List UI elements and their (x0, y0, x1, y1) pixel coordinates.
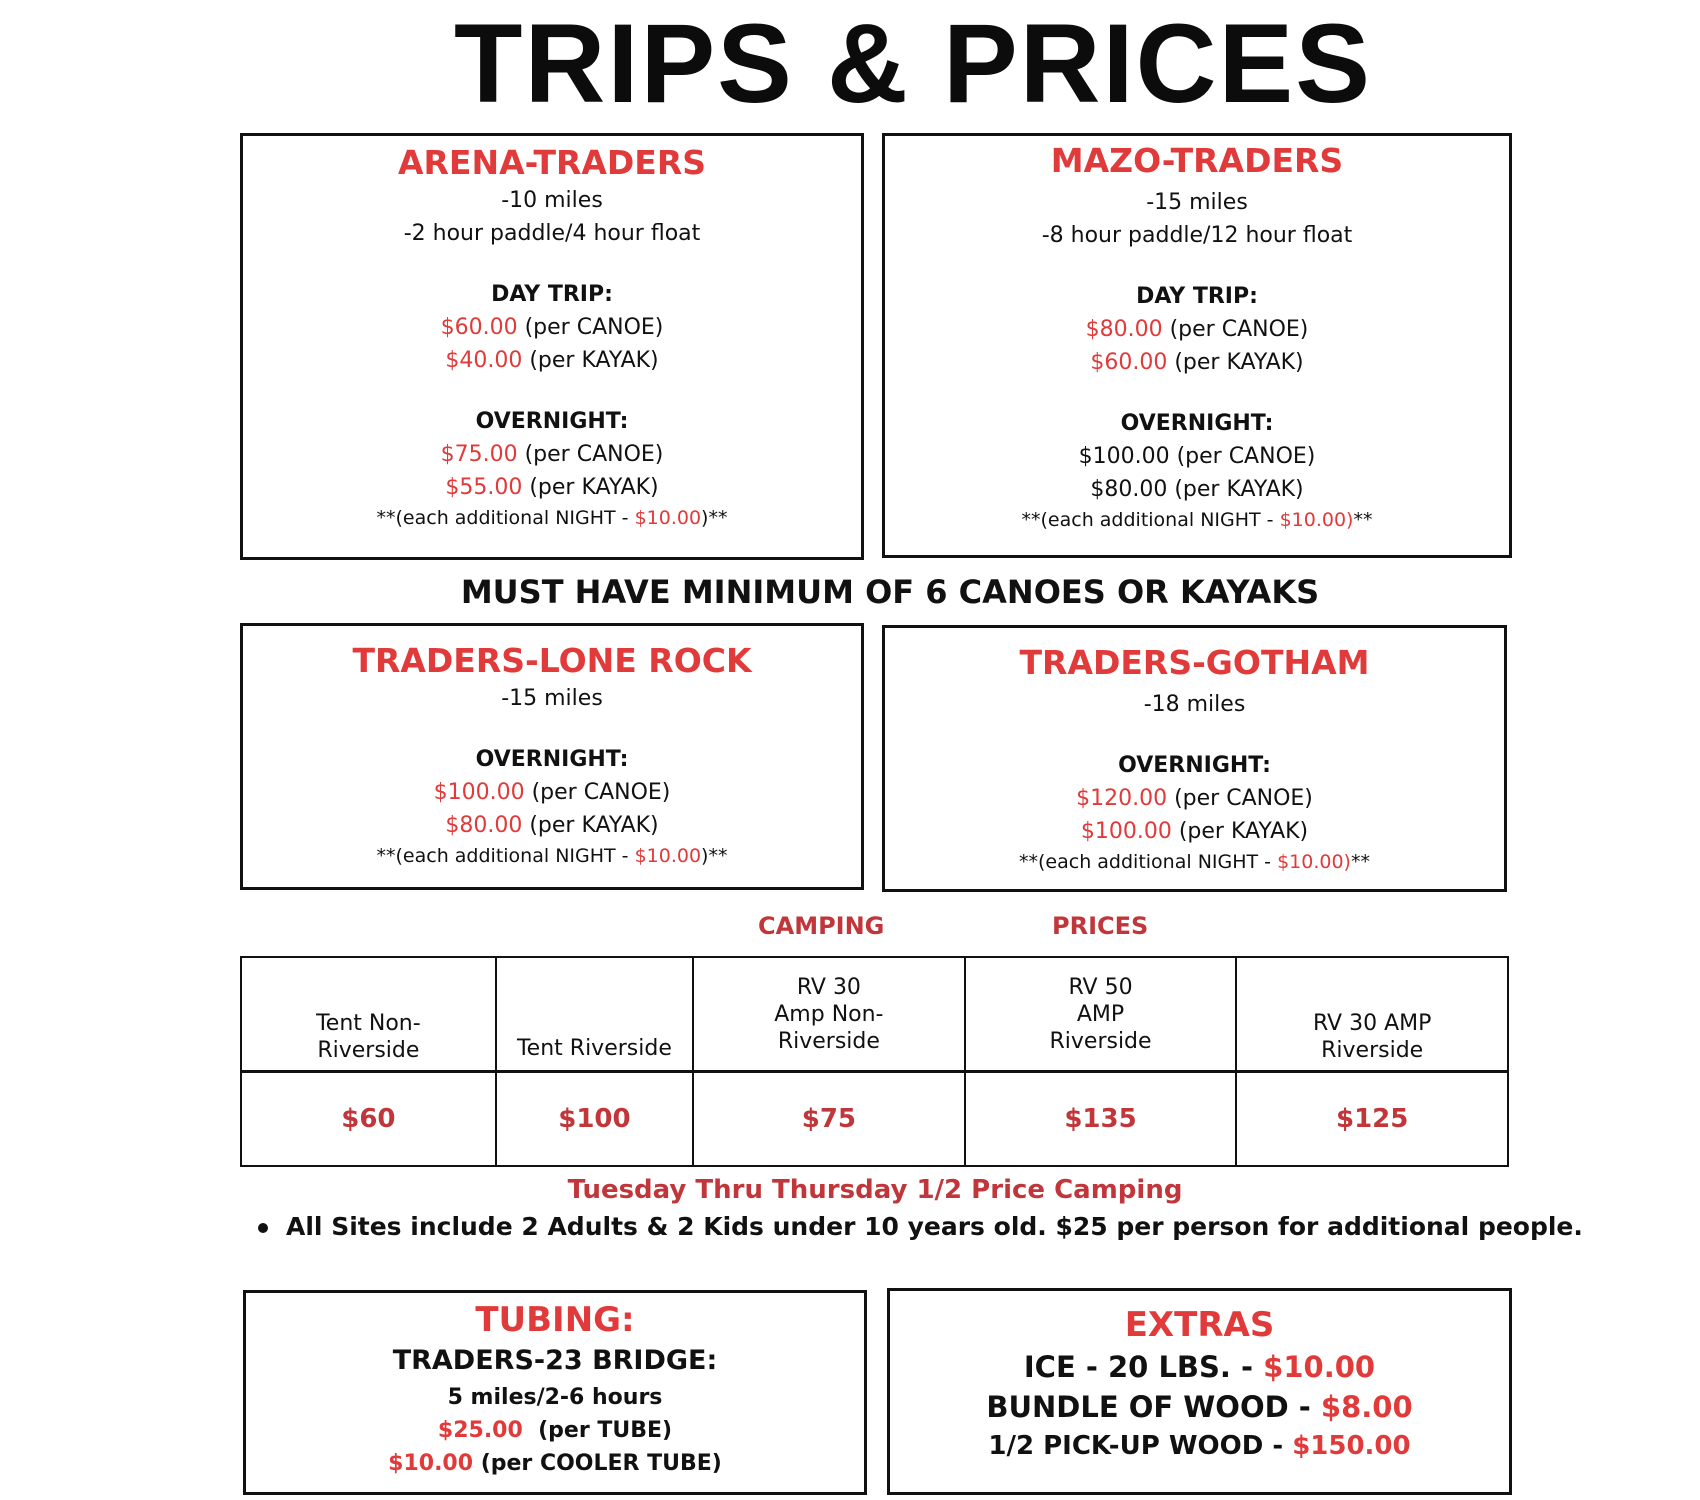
overnight-kayak-row: $80.00 (per KAYAK) (1090, 477, 1304, 502)
trip-distance: -15 miles (1146, 190, 1248, 215)
trip-duration: -2 hour paddle/4 hour float (403, 221, 701, 246)
price: $80.00 (445, 813, 523, 838)
overnight-canoe-row (243, 438, 861, 471)
overnight-kayak-row (243, 471, 861, 504)
trip-duration: -8 hour paddle/12 hour float (1041, 223, 1353, 248)
tubing-duration: 5 miles/2-6 hours (447, 1385, 663, 1410)
day-kayak-row (885, 346, 1509, 379)
overnight-kayak-row (885, 815, 1504, 848)
unit: (per KAYAK) (522, 348, 659, 373)
site-price: $60 (241, 1072, 496, 1167)
trip-box-mazo-traders (882, 133, 1512, 558)
bullet-icon (258, 1223, 268, 1233)
price: $40.00 (445, 348, 523, 373)
trip-box-arena-traders (240, 133, 864, 560)
camping-occupancy-note: All Sites include 2 Adults & 2 Kids under 10 years old. $25 per person for additional people. (258, 1212, 1583, 1241)
site-price: $135 (965, 1072, 1237, 1167)
overnight-kayak-row (243, 809, 861, 842)
site-price: $100 (496, 1072, 693, 1167)
unit: (per KAYAK) (522, 813, 659, 838)
cooler-tube-price-row (246, 1447, 864, 1480)
additional-night-note: **(each additional NIGHT - $10.00)** (376, 507, 728, 529)
unit: (per KAYAK) (1171, 819, 1309, 844)
extras-item: 1/2 PICK-UP WOOD - $150.00 (988, 1431, 1411, 1461)
unit: (per CANOE) (517, 315, 664, 340)
tubing-header: TUBING: (475, 1300, 635, 1340)
extras-item: BUNDLE OF WOOD - $8.00 (986, 1390, 1413, 1424)
unit: (per CANOE) (517, 442, 664, 467)
overnight-label: OVERNIGHT: (475, 409, 629, 434)
unit: (per CANOE) (524, 780, 671, 805)
price: $25.00 (437, 1418, 523, 1443)
site-name: RV 50 AMP Riverside (965, 957, 1237, 1072)
price: $100.00 (433, 780, 525, 805)
price: $75.00 (440, 442, 518, 467)
price: $60.00 (440, 315, 518, 340)
overnight-canoe-row: $100.00 (per CANOE) (1078, 444, 1316, 469)
price: $10.00 (388, 1451, 474, 1476)
day-trip-label: DAY TRIP: (491, 282, 613, 307)
site-name: RV 30 Amp Non- Riverside (693, 957, 965, 1072)
site-price: $75 (693, 1072, 965, 1167)
overnight-canoe-row (243, 776, 861, 809)
overnight-label: OVERNIGHT: (1118, 753, 1271, 778)
site-price: $125 (1236, 1072, 1508, 1167)
trip-name: TRADERS-GOTHAM (1019, 643, 1370, 682)
trip-box-traders-gotham (882, 625, 1507, 892)
unit: (per COOLER TUBE) (473, 1451, 722, 1476)
site-name: RV 30 AMP Riverside (1236, 957, 1508, 1072)
unit: (per KAYAK) (522, 475, 659, 500)
price: $120.00 (1076, 786, 1168, 811)
day-canoe-row (885, 313, 1509, 346)
additional-night-note: **(each additional NIGHT - $10.00)** (1019, 851, 1370, 873)
tubing-route: TRADERS-23 BRIDGE: (392, 1345, 718, 1376)
extras-header: EXTRAS (1124, 1305, 1275, 1345)
unit: (per TUBE) (522, 1418, 673, 1443)
camping-site-prices-row (241, 1072, 1508, 1167)
overnight-label: OVERNIGHT: (1120, 411, 1274, 436)
trip-distance: -10 miles (501, 188, 603, 213)
camping-site-names-row (241, 957, 1508, 1072)
extras-box (887, 1288, 1512, 1495)
unit: (per KAYAK) (1167, 350, 1304, 375)
overnight-canoe-row (885, 782, 1504, 815)
price: $55.00 (445, 475, 523, 500)
trip-name: MAZO-TRADERS (1050, 141, 1344, 180)
tubing-box (243, 1290, 867, 1495)
trip-name: ARENA-TRADERS (397, 143, 707, 182)
site-name: Tent Riverside (496, 957, 693, 1072)
camping-discount-note: Tuesday Thru Thursday 1/2 Price Camping (567, 1175, 1183, 1205)
camping-prices-table (240, 956, 1509, 1167)
trip-box-traders-lone-rock (240, 623, 864, 890)
page-title: TRIPS & PRICES (454, 1, 1372, 126)
unit: (per CANOE) (1162, 317, 1309, 342)
additional-night-note: **(each additional NIGHT - $10.00)** (1021, 509, 1373, 531)
site-name: Tent Non- Riverside (241, 957, 496, 1072)
price: $80.00 (1085, 317, 1163, 342)
overnight-label: OVERNIGHT: (475, 747, 629, 772)
trip-name: TRADERS-LONE ROCK (352, 641, 752, 680)
day-canoe-row (243, 311, 861, 344)
trip-distance: -15 miles (501, 686, 603, 711)
extras-item: ICE - 20 LBS. - $10.00 (1023, 1350, 1376, 1384)
price: $60.00 (1090, 350, 1168, 375)
tube-price-row (246, 1414, 864, 1447)
unit: (per CANOE) (1167, 786, 1313, 811)
camping-header: CAMPING (758, 912, 885, 940)
minimum-notice: MUST HAVE MINIMUM OF 6 CANOES OR KAYAKS (460, 573, 1320, 611)
additional-night-note: **(each additional NIGHT - $10.00)** (376, 845, 728, 867)
day-kayak-row (243, 344, 861, 377)
price: $100.00 (1080, 819, 1172, 844)
day-trip-label: DAY TRIP: (1136, 284, 1258, 309)
prices-header: PRICES (1052, 912, 1149, 940)
trip-distance: -18 miles (1143, 692, 1246, 717)
